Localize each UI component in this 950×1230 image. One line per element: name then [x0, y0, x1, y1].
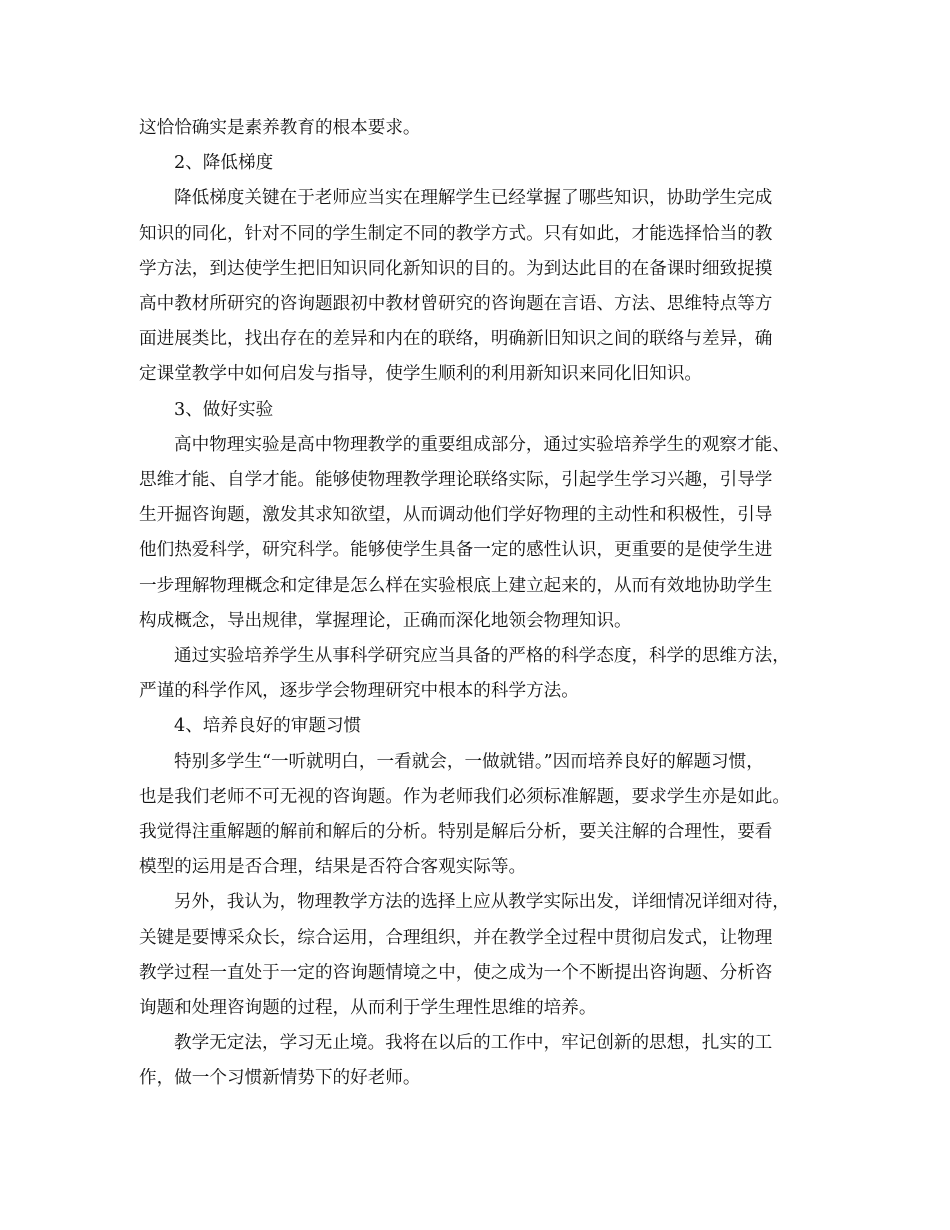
paragraph-line: 也是我们老师不可无视的咨询题。作为老师我们必须标准解题，要求学生亦是如此。	[139, 786, 790, 807]
paragraph-line: 另外，我认为，物理教学方法的选择上应从教学实际出发，详细情况详细对待，	[174, 892, 790, 913]
paragraph-line: 他们热爱科学，研究科学。能够使学生具备一定的感性认识，更重要的是使学生进	[139, 540, 773, 561]
paragraph-line: 教学过程一直处于一定的咨询题情境之中，使之成为一个不断提出咨询题、分析咨	[139, 962, 773, 983]
paragraph-line: 一步理解物理概念和定律是怎么样在实验根底上建立起来的，从而有效地协助学生	[139, 575, 773, 596]
paragraph-line: 思维才能、自学才能。能够使物理教学理论联络实际，引起学生学习兴趣，引导学	[139, 470, 773, 491]
paragraph-line: 特别多学生“一听就明白，一看就会，一做就错。”因而培养良好的解题习惯，	[174, 751, 764, 772]
paragraph-line: 教学无定法，学习无止境。我将在以后的工作中，牢记创新的思想，扎实的工	[174, 1033, 773, 1054]
document-body	[139, 111, 819, 1097]
section-heading-3: 3、做好实验	[174, 399, 274, 420]
section-heading-2: 2、降低梯度	[174, 153, 274, 174]
paragraph-line: 模型的运用是否合理，结果是否符合客观实际等。	[139, 857, 527, 878]
paragraph-line: 高中教材所研究的咨询题跟初中教材曾研究的咨询题在言语、方法、思维特点等方	[139, 294, 773, 315]
paragraph-line: 知识的同化，针对不同的学生制定不同的教学方式。只有如此，才能选择恰当的教	[139, 223, 773, 244]
paragraph-line: 通过实验培养学生从事科学研究应当具备的严格的科学态度，科学的思维方法，	[174, 646, 790, 667]
paragraph-line: 作，做一个习惯新情势下的好老师。	[139, 1068, 421, 1089]
paragraph-line: 询题和处理咨询题的过程，从而利于学生理性思维的培养。	[139, 998, 597, 1019]
paragraph-line: 定课堂教学中如何启发与指导，使学生顺利的利用新知识来同化旧知识。	[139, 364, 703, 385]
section-heading-4: 4、培养良好的审题习惯	[174, 716, 362, 737]
paragraph-line: 降低梯度关键在于老师应当实在理解学生已经掌握了哪些知识，协助学生完成	[174, 188, 773, 209]
paragraph-line: 面进展类比，找出存在的差异和内在的联络，明确新旧知识之间的联络与差异，确	[139, 329, 773, 350]
paragraph-line: 构成概念，导出规律，掌握理论，正确而深化地领会物理知识。	[139, 610, 632, 631]
paragraph-line: 关键是要博采众长，综合运用，合理组织，并在教学全过程中贯彻启发式，让物理	[139, 927, 773, 948]
paragraph-line: 我觉得注重解题的解前和解后的分析。特别是解后分析，要关注解的合理性，要看	[139, 822, 773, 843]
paragraph-line: 这恰恰确实是素养教育的根本要求。	[139, 118, 421, 138]
paragraph-line: 学方法，到达使学生把旧知识同化新知识的目的。为到达此目的在备课时细致捉摸	[139, 258, 773, 279]
paragraph-line: 生开掘咨询题，激发其求知欲望，从而调动他们学好物理的主动性和积极性，引导	[139, 505, 773, 526]
paragraph-line: 高中物理实验是高中物理教学的重要组成部分，通过实验培养学生的观察才能、	[174, 434, 790, 455]
paragraph-line: 严谨的科学作风，逐步学会物理研究中根本的科学方法。	[139, 681, 579, 702]
